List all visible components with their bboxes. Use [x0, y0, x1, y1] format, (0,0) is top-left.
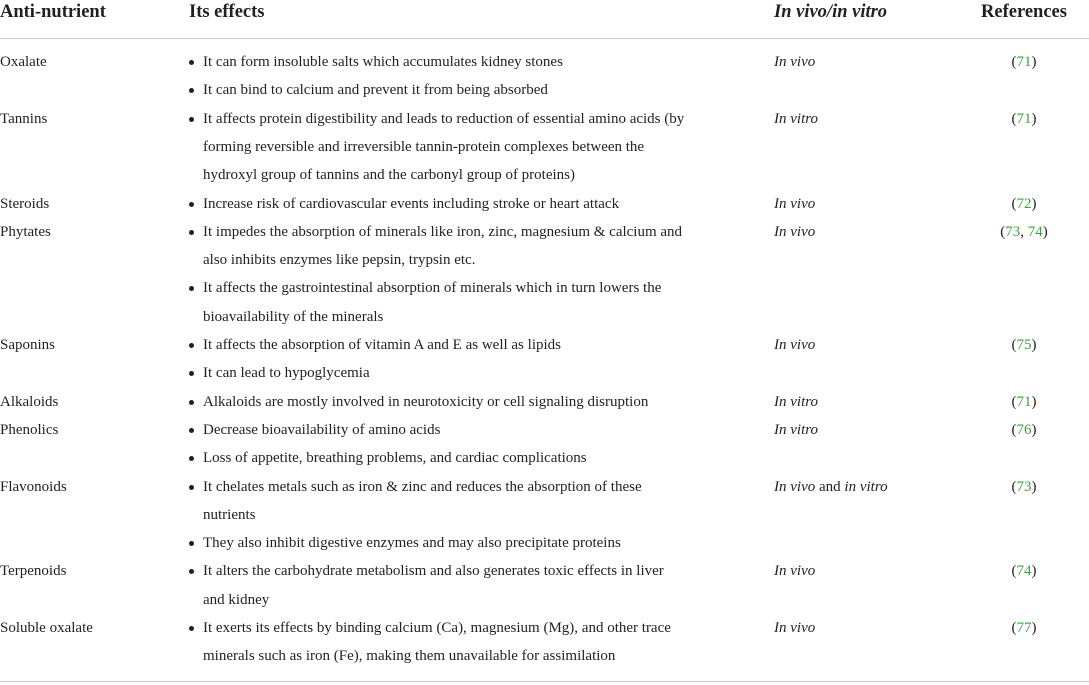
effect-text: It can form insoluble salts which accumulates kidney stones	[203, 54, 563, 70]
bottom-rule	[0, 681, 1089, 682]
reference-link[interactable]: 72	[1016, 195, 1032, 212]
effect-text: It can bind to calcium and prevent it from being absorbed	[203, 82, 548, 99]
effect-text: It alters the carbohydrate metabolism and also generates toxic effects in liver	[203, 563, 664, 580]
reference-link[interactable]: 71	[1016, 110, 1032, 127]
effect-text: bioavailability of the minerals	[203, 308, 384, 325]
study-type-part: In vivo	[774, 563, 816, 580]
study-type	[774, 416, 818, 444]
effect-text: nutrients	[203, 506, 256, 523]
effect-text: It affects the gastrointestinal absorption of minerals which in turn lowers the	[203, 280, 662, 297]
bullet-icon	[189, 286, 194, 291]
reference-cell: (77)	[1011, 620, 1037, 636]
study-type-part: In vivo	[774, 223, 816, 240]
reference-link[interactable]: 75	[1016, 337, 1032, 353]
effect-text: It exerts its effects by binding calcium (Ca), magnesium (Mg), and other trace	[203, 620, 671, 636]
effect-text: hydroxyl group of tannins and the carbonyl group of proteins)	[203, 167, 576, 184]
study-type-part: In vivo	[774, 620, 816, 636]
reference-cell: (74)	[1011, 563, 1037, 580]
bullet-icon	[189, 60, 194, 65]
bullet-icon	[189, 343, 194, 348]
bullet-icon	[189, 202, 194, 207]
bullet-icon	[189, 485, 194, 490]
header-in-vivo-in-vitro: In vivo/in vitro	[774, 2, 888, 22]
bullet-icon	[189, 230, 194, 235]
study-type-part: and	[815, 478, 845, 495]
reference-link[interactable]: 71	[1016, 393, 1032, 410]
study-type-part: In vitro	[774, 421, 819, 438]
effect-text: forming reversible and irreversible tannin-protein complexes between the	[203, 138, 645, 155]
header-effects: Its effects	[189, 2, 265, 22]
effect-text: It affects protein digestibility and leads to reduction of essential amino acids (by	[203, 110, 685, 127]
row-anti-nutrient-name: Tannins	[0, 110, 48, 127]
row-anti-nutrient-name: Phenolics	[0, 421, 59, 438]
bullet-icon	[189, 371, 194, 376]
study-type-part: In vivo	[774, 195, 816, 212]
effect-text: It affects the absorption of vitamin A and E as well as lipids	[203, 337, 561, 353]
reference-cell: (72)	[1011, 195, 1037, 212]
effect-text: It impedes the absorption of minerals like iron, zinc, magnesium & calcium and	[203, 223, 683, 240]
bullet-icon	[189, 569, 194, 574]
study-type	[774, 473, 888, 501]
effect-text: Increase risk of cardiovascular events including stroke or heart attack	[203, 195, 620, 212]
bullet-icon	[189, 88, 194, 93]
bullet-icon	[189, 117, 194, 122]
reference-cell: (73)	[1011, 478, 1037, 495]
effect-text: minerals such as iron (Fe), making them unavailable for assimilation	[203, 648, 616, 665]
study-type-part: In vivo	[774, 337, 816, 353]
reference-cell: (73, 74)	[1000, 223, 1048, 240]
header-references: References	[981, 2, 1067, 22]
row-anti-nutrient-name: Steroids	[0, 195, 50, 212]
reference-link[interactable]: 74	[1016, 563, 1032, 580]
study-type-part: in vitro	[844, 478, 888, 495]
study-type	[774, 105, 818, 133]
study-type	[774, 388, 818, 416]
bullet-icon	[189, 456, 194, 461]
bullet-icon	[189, 541, 194, 546]
effect-text: It can lead to hypoglycemia	[203, 365, 370, 382]
study-type-part: In vitro	[774, 110, 819, 127]
reference-link[interactable]: 73	[1016, 478, 1032, 495]
row-anti-nutrient-name: Alkaloids	[0, 393, 59, 410]
bullet-icon	[189, 400, 194, 405]
reference-link[interactable]: 74	[1027, 223, 1043, 240]
reference-cell: (71)	[1011, 110, 1037, 127]
study-type-part: In vivo	[774, 478, 816, 495]
reference-cell: (76)	[1011, 421, 1037, 438]
reference-link[interactable]: 73	[1005, 223, 1021, 240]
row-anti-nutrient-name: Flavonoids	[0, 478, 67, 495]
study-type	[774, 557, 815, 585]
bullet-icon	[189, 428, 194, 433]
reference-cell: (71)	[1011, 393, 1037, 410]
effect-text: It chelates metals such as iron & zinc and reduces the absorption of these	[203, 478, 642, 495]
reference-link[interactable]: 71	[1016, 54, 1032, 70]
reference-cell: (71)	[1011, 54, 1037, 70]
effect-text: Alkaloids are mostly involved in neurotoxicity or cell signaling disruption	[203, 393, 649, 410]
effect-text: and kidney	[203, 591, 270, 608]
row-anti-nutrient-name: Saponins	[0, 337, 56, 353]
study-type	[774, 48, 815, 76]
study-type	[774, 190, 815, 218]
row-anti-nutrient-name: Phytates	[0, 223, 51, 240]
row-anti-nutrient-name: Oxalate	[0, 54, 47, 70]
header-anti-nutrient: Anti-nutrient	[0, 2, 106, 22]
effect-text: Decrease bioavailability of amino acids	[203, 421, 441, 438]
reference-link[interactable]: 77	[1016, 620, 1032, 636]
study-type-part: In vitro	[774, 393, 819, 410]
bullet-icon	[189, 626, 194, 631]
study-type	[774, 218, 815, 246]
row-anti-nutrient-name: Terpenoids	[0, 563, 67, 580]
study-type	[774, 331, 815, 359]
study-type	[774, 614, 815, 642]
effect-text: They also inhibit digestive enzymes and may also precipitate proteins	[203, 535, 621, 552]
effect-text: Loss of appetite, breathing problems, and cardiac complications	[203, 450, 587, 467]
reference-link[interactable]: 76	[1016, 421, 1032, 438]
effect-text: also inhibits enzymes like pepsin, trypsin etc.	[203, 252, 476, 269]
row-anti-nutrient-name: Soluble oxalate	[0, 620, 93, 636]
header-rule	[0, 38, 1089, 39]
study-type-part: In vivo	[774, 54, 816, 70]
reference-cell: (75)	[1011, 337, 1037, 353]
